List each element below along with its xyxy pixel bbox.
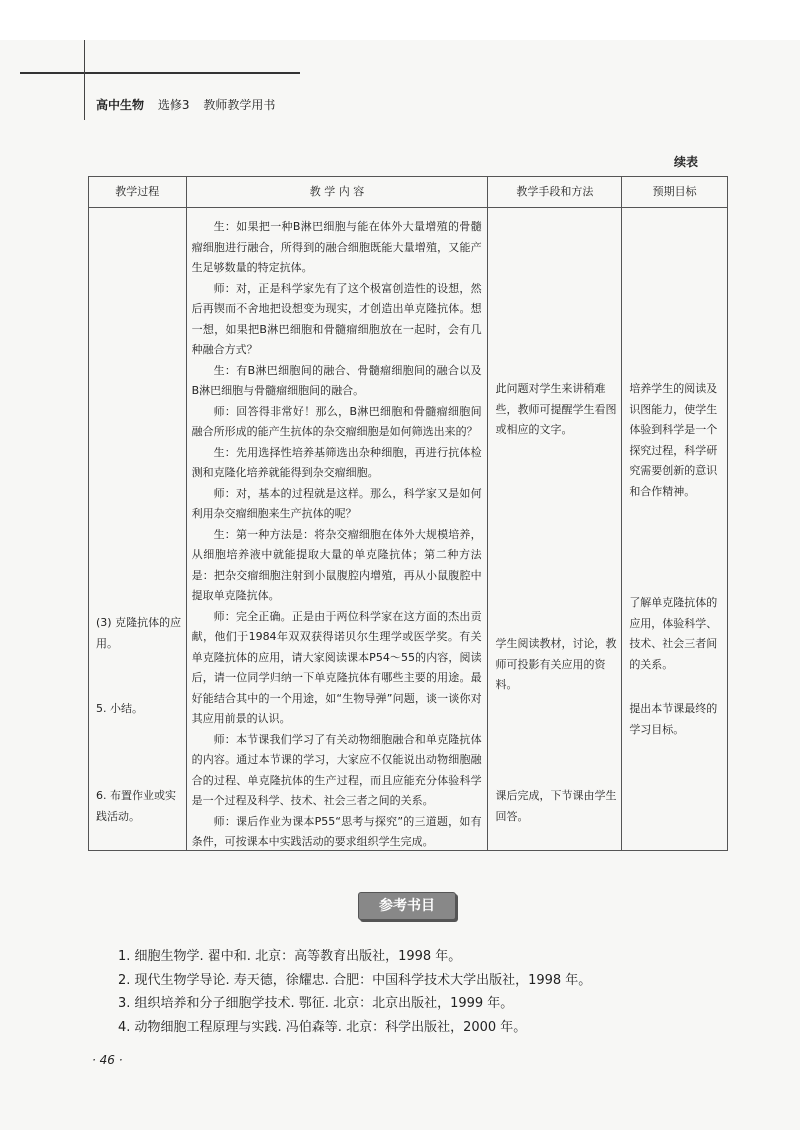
header-module: 选修3	[157, 98, 190, 112]
goal-text: 提出本节课最终的学习目标。	[629, 702, 718, 736]
running-header	[20, 48, 300, 112]
dialogue-paragraph: 生：如果把一种B淋巴细胞与能在体外大量增殖的骨髓瘤细胞进行融合，所得到的融合细胞既能大量增殖，又能产生足够数量的特定抗体。	[191, 220, 482, 274]
dialogue-paragraph: 师：完全正确。正是由于两位科学家在这方面的杰出贡献，他们于1984年双双获得诺贝尔生理学或医学奖。有关单克隆抗体的应用，请大家阅读课本P54～55的内容，阅读后，请一位同学归纳一下单克隆抗体有哪些主要的用途。最好能结合其中的一个用途，如“生物导弹”问题，谈一谈你对其应用前景的认识。	[191, 609, 482, 725]
list-item: 4. 动物细胞工程原理与实践. 冯伯森等. 北京：科学出版社，2000 年。	[118, 1019, 527, 1035]
list-item: 3. 组织培养和分子细胞学技术. 鄂征. 北京：北京出版社，1999 年。	[118, 996, 514, 1011]
dialogue-paragraph: 生：有B淋巴细胞间的融合、骨髓瘤细胞间的融合以及B淋巴细胞与骨髓瘤细胞间的融合。	[191, 363, 482, 397]
content-cell	[186, 208, 488, 851]
process-step: 5. 小结。	[96, 702, 143, 715]
methods-cell	[488, 208, 622, 851]
process-step: 6. 布置作业或实践活动。	[96, 789, 176, 823]
header-goals: 预期目标	[622, 177, 728, 208]
dialogue-paragraph: 师：回答得非常好！那么，B淋巴细胞和骨髓瘤细胞间融合所形成的能产生抗体的杂交瘤细胞是如何筛选出来的？	[191, 404, 482, 438]
table-header-row	[89, 177, 728, 208]
continued-label: 续表	[674, 155, 699, 169]
dialogue-paragraph: 师：本节课我们学习了有关动物细胞融合和单克隆抗体的内容。通过本节课的学习，大家应不仅能说出动物细胞融合的过程、单克隆抗体的生产过程，而且应能充分体验科学是一个过程及科学、技术、社会三者之间的关系。	[191, 732, 482, 807]
page-number: · 46 ·	[92, 1053, 123, 1067]
header-methods: 教学手段和方法	[488, 177, 622, 208]
lesson-table	[88, 176, 728, 851]
method-text: 此问题对学生来讲稍难些，教师可提醒学生看图或相应的文字。	[495, 382, 617, 436]
header-content: 教 学 内 容	[186, 177, 488, 208]
method-text: 课后完成，下节课由学生回答。	[495, 789, 617, 823]
goals-cell	[622, 208, 728, 851]
dialogue-paragraph: 生：先用选择性培养基筛选出杂种细胞，再进行抗体检测和克隆化培养就能得到杂交瘤细胞。	[191, 445, 482, 479]
reference-list	[118, 945, 591, 1039]
goal-text: 了解单克隆抗体的应用，体验科学、技术、社会三者间的关系。	[629, 596, 718, 671]
process-cell	[89, 208, 187, 851]
dialogue-paragraph: 师：对，正是科学家先有了这个极富创造性的设想，然后再锲而不舍地把设想变为现实，才创造出单克隆抗体。想一想，如果把B淋巴细胞和骨髓瘤细胞放在一起时，会有几种融合方式？	[191, 281, 482, 356]
header-book: 教师教学用书	[203, 98, 276, 112]
header-process: 教学过程	[89, 177, 187, 208]
method-text: 学生阅读教材，讨论，教师可投影有关应用的资料。	[495, 637, 617, 691]
list-item: 1. 细胞生物学. 翟中和. 北京：高等教育出版社，1998 年。	[118, 949, 462, 964]
references-title: 参考书目	[358, 892, 456, 920]
process-step: (3) 克隆抗体的应用。	[96, 616, 182, 650]
dialogue-paragraph: 生：第一种方法是：将杂交瘤细胞在体外大规模培养，从细胞培养液中就能提取大量的单克隆抗体；第二种方法是：把杂交瘤细胞注射到小鼠腹腔内增殖，再从小鼠腹腔中提取单克隆抗体。	[191, 527, 482, 602]
dialogue-paragraph: 师：课后作业为课本P55“思考与探究”的三道题，如有条件，可按课本中实践活动的要求组织学生完成。	[191, 814, 482, 848]
table-row	[89, 208, 728, 851]
goal-text: 培养学生的阅读及识图能力，使学生体验到科学是一个探究过程，科学研究需要创新的意识和合作精神。	[629, 382, 718, 498]
dialogue-paragraph: 师：对，基本的过程就是这样。那么，科学家又是如何利用杂交瘤细胞来生产抗体的呢？	[191, 486, 482, 520]
header-rule	[84, 40, 85, 120]
list-item: 2. 现代生物学导论. 寿天德，徐耀忠. 合肥：中国科学技术大学出版社，1998 年。	[118, 972, 592, 988]
header-grade: 高中生物	[96, 98, 145, 112]
